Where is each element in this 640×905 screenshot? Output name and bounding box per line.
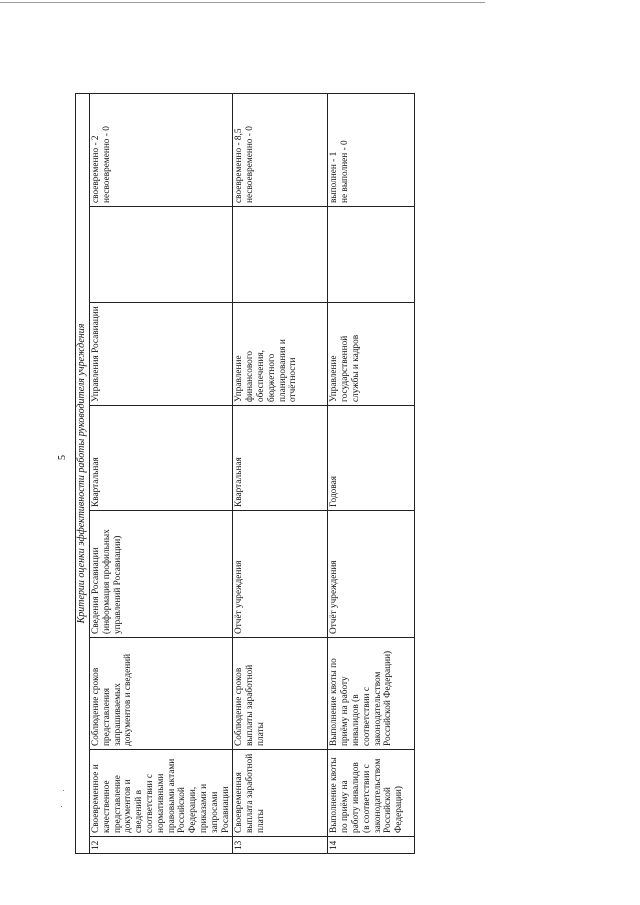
periodicity-cell: Квартальная bbox=[233, 406, 328, 511]
periodicity-cell: Годовая bbox=[328, 406, 415, 511]
empty-cell bbox=[233, 207, 328, 303]
scan-speck bbox=[61, 806, 62, 807]
responsible-cell: Управления Росавиации bbox=[90, 303, 233, 406]
table-row bbox=[233, 93, 328, 853]
scan-edge-line bbox=[0, 2, 485, 3]
criteria-table bbox=[75, 93, 415, 854]
source-cell: Сведения Росавиации (информация профильных управлений Росавиации) bbox=[90, 511, 233, 638]
row-number: 14 bbox=[328, 837, 415, 854]
empty-cell bbox=[90, 207, 233, 303]
scoring-cell: выполнен - 1 не выполнен - 0 bbox=[328, 93, 415, 206]
scan-speck bbox=[63, 790, 64, 791]
responsible-cell: Управление финансового обеспечения, бюджетного планирования и отчётности bbox=[233, 303, 328, 406]
scoring-cell: своевременно - 2 несвоевременно - 0 bbox=[90, 93, 233, 206]
periodicity-cell: Квартальная bbox=[90, 406, 233, 511]
table-caption: Критерии оценки эффективности работы руководителя учреждения bbox=[76, 93, 90, 853]
indicator-cell: Соблюдение сроков выплаты заработной платы bbox=[233, 638, 328, 750]
responsible-cell: Управление государственной службы и кадров bbox=[328, 303, 415, 406]
table-row bbox=[328, 93, 415, 853]
empty-cell bbox=[328, 207, 415, 303]
criterion-cell: Своевременная выплата заработной платы bbox=[233, 750, 328, 837]
criterion-cell: Своевременное и качественное представление документов и сведений в соответствии с нормативными правовыми актами Российской Федерации, приказами и запросами Росавиации bbox=[90, 750, 233, 837]
source-cell: Отчёт учреждения bbox=[328, 511, 415, 638]
row-number: 12 bbox=[90, 837, 233, 854]
source-cell: Отчёт учреждения bbox=[233, 511, 328, 638]
table-row bbox=[90, 93, 233, 853]
criterion-cell: Выполнение квоты по приёму на работу инвалидов (в соответствии с законодательством Российской Федерации) bbox=[328, 750, 415, 837]
scoring-cell: своевременно - 8,5 несвоевременно - 0 bbox=[233, 93, 328, 206]
rotated-page-content bbox=[75, 94, 415, 854]
page-number: 5 bbox=[57, 455, 68, 460]
indicator-cell: Соблюдение сроков представления запрашиваемых документов и сведений bbox=[90, 638, 233, 750]
indicator-cell: Выполнение квоты по приёму на работу инвалидов (в соответствии с законодательством Российской Федерации) bbox=[328, 638, 415, 750]
row-number: 13 bbox=[233, 837, 328, 854]
caption-row bbox=[76, 93, 90, 853]
